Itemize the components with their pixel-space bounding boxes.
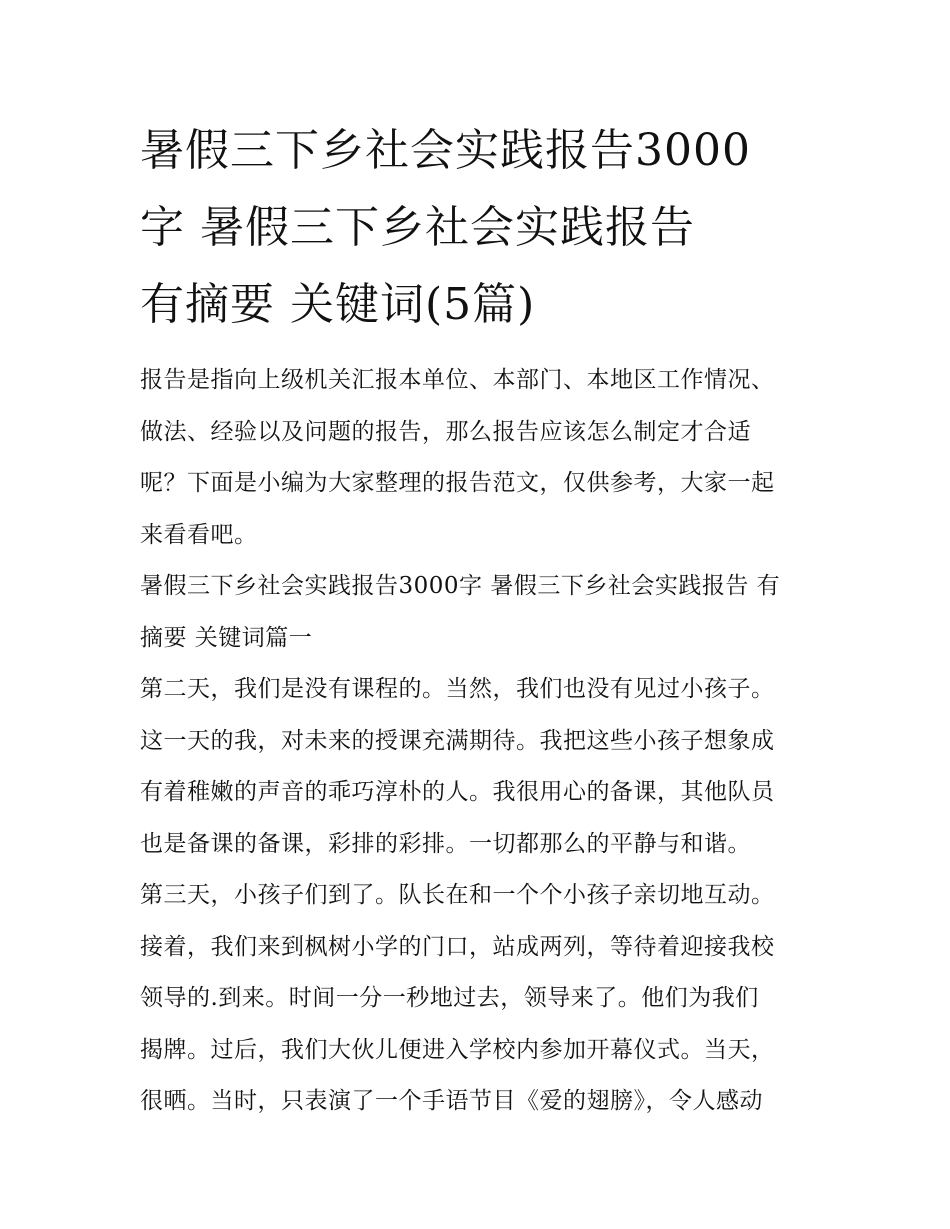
text-line: 暑假三下乡社会实践报告3000字 暑假三下乡社会实践报告 有 [140,573,781,599]
text-line: 有着稚嫩的声音的乖巧淳朴的人。我很用心的备课，其他队员 [140,779,775,805]
title-text: 字 暑假三下乡社会实践报告 [140,202,695,253]
text-line: 很晒。当时，只表演了一个手语节目《爱的翅膀》，令人感动 [140,1088,763,1114]
body-paragraph [140,870,815,1128]
text-line: 呢？下面是小编为大家整理的报告范文，仅供参考，大家一起 [140,470,775,496]
body-paragraph [140,664,815,870]
intro-paragraph [140,355,815,561]
document-body [140,112,815,1128]
text-line: 第二天，我们是没有课程的。当然，我们也没有见过小孩子。 [140,676,775,702]
text-line: 这一天的我，对未来的授课充满期待。我把这些小孩子想象成 [140,727,775,754]
text-line: 也是备课的备课，彩排的彩排。一切都那么的平静与和谐。 [140,830,751,857]
title-line [140,189,815,266]
document-title [140,112,815,343]
text-line: 做法、经验以及问题的报告，那么报告应该怎么制定才合适 [140,418,751,445]
title-line [140,112,815,189]
text-line: 第三天，小孩子们到了。队长在和一个个小孩子亲切地互动。 [140,882,775,908]
text-line: 报告是指向上级机关汇报本单位、本部门、本地区工作情况、 [140,367,775,393]
text-line: 领导的.到来。时间一分一秒地过去，领导来了。他们为我们 [140,985,759,1011]
text-line: 接着，我们来到枫树小学的门口，站成两列，等待着迎接我校 [140,933,775,960]
text-line: 来看看吧。 [140,521,258,548]
title-text: 暑假三下乡社会实践报告3000 [140,125,751,176]
title-line [140,266,815,343]
title-text: 有摘要 关键词(5篇) [140,279,536,330]
text-line: 摘要 关键词篇一 [140,624,313,651]
text-line: 揭牌。过后，我们大伙儿便进入学校内参加开幕仪式。当天， [140,1036,775,1063]
section-heading [140,561,815,664]
